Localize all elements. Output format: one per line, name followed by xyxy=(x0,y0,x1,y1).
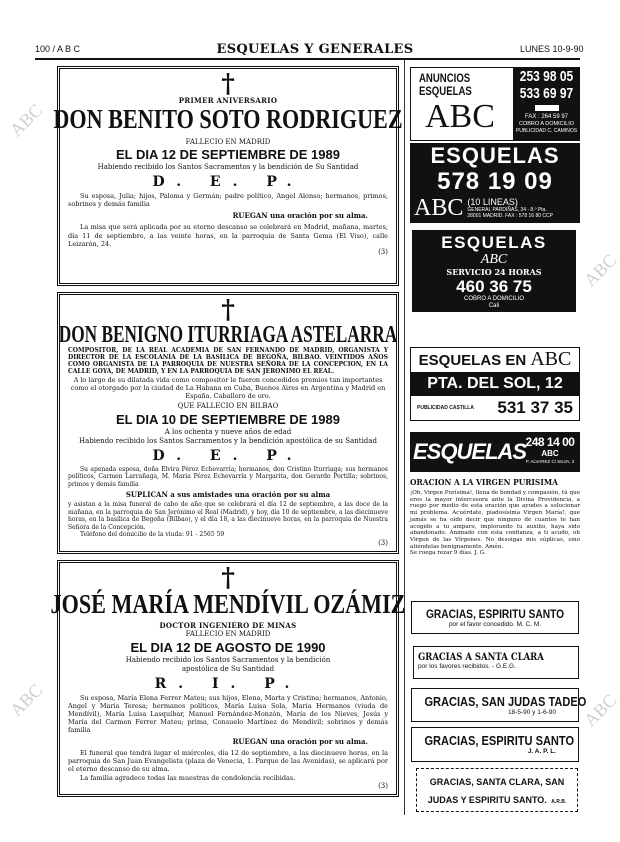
deceased-name: DON BENITO SOTO RODRIGUEZ xyxy=(53,104,403,134)
cross-icon: † xyxy=(221,562,235,593)
phone: 248 14 00 xyxy=(525,435,575,449)
ad-text: (10 LINEAS) xyxy=(467,197,518,207)
ad-text: GENERAL PARDIÑAS, 34 - 8.º Pta. xyxy=(467,207,547,213)
gracias-sub: por el favor concedido. M. C. M. xyxy=(448,621,542,628)
ad-text: PUBLICIDAD C. CAMINOS xyxy=(515,127,578,134)
thanks: La familia agradece todas las muestras de condolencia recibidas. xyxy=(80,773,296,782)
badge xyxy=(535,105,559,111)
bio: COMPOSITOR, DE LA REAL ACADEMIA DE SAN FERNANDO DE MADRID, ORGANISTA Y DIRECTOR DE LA ESCOLANIA DE LA BASILICA DE BEGOÑA, BILBAO. VEINTIDOS AÑOS COMO ORGANISTA DE LA PARROQUIA DE NUESTRA SEÑORA DE LA CONCEPCION, EN LA CALLE GOYA, DE MADRID, Y EN LA PARROQUIA DE SAN JERONIMO EL REAL. xyxy=(68,347,388,376)
ad-anuncios-esquelas xyxy=(410,67,580,141)
sacraments: Habiendo recibido los Santos Sacramentos y la bendición apostólica de su Santidad xyxy=(79,436,377,445)
ref: (3) xyxy=(378,538,388,547)
ad-esquelas-248 xyxy=(410,432,580,472)
phone: 253 98 05 xyxy=(519,68,574,85)
obituary-iturriaga xyxy=(57,292,399,554)
cross-icon: † xyxy=(221,69,235,99)
abc-logo: ABC xyxy=(541,449,559,458)
phone: 460 36 75 xyxy=(456,277,532,296)
section-title: ESQUELAS Y GENERALES xyxy=(216,42,414,57)
gracias-sub: por los favores recibidos. - G.E.G. xyxy=(418,663,516,670)
gracias-box xyxy=(411,688,587,722)
died-in: FALLECIO EN MADRID xyxy=(185,137,271,146)
watermark: ABC xyxy=(579,689,620,731)
family: Su apenada esposa, doña Elvira Pérez Echevarría; hermanos, don Cristino Iturriaga; sus hermanos políticos, Carmen Larrañaga, M. Maria Pérez Echevarría y Margarita, don Gerardo Portilla; sobrinos, primos y demás familia xyxy=(68,465,388,488)
gracias-box xyxy=(411,601,579,634)
ad-esquelas-sol xyxy=(410,347,580,421)
phone: 531 37 35 xyxy=(497,398,573,417)
oracion xyxy=(410,478,580,557)
ad-text: ANUNCIOS xyxy=(419,71,471,85)
died-in: FALLECIO EN MADRID xyxy=(185,630,271,639)
ad-text: P. ALVAREZ C/ SILVA, 2 xyxy=(525,459,575,464)
request: RUEGAN una oración por su alma. xyxy=(232,211,368,221)
mass-info: y asistan a la misa funeral de cabo de año que se celebrará el día 12 de septiembre, a las doce de la mañana, en la parroquia de San Jerónimo el Real (Madrid), y hoy, día 10 de septiembre, a las diecinueve horas, en la basílica de Begoña (Bilbao), y el día 18, a las diecinueve horas, en la parroquia de Nuestra Señora de la Concepción. xyxy=(68,501,388,531)
ad-text: ESQUELAS xyxy=(419,84,472,98)
rip: D. E. P. xyxy=(152,174,304,191)
gracias-box xyxy=(413,646,579,679)
career: A lo largo de su dilatada vida como compositor le fueron concedidos premios tan importantes como el otorgado por la ciudad de La Habana en Cuba, Buenos Aires en Argentina y Madrid en España. Caballero de oro. xyxy=(70,375,386,401)
obituary-soto xyxy=(53,66,403,286)
request: SUPLICAN a sus amistades una oración por su alma xyxy=(125,490,331,500)
ad-text: COBRO A DOMICILIO xyxy=(518,121,574,127)
abc-logo: ABC xyxy=(414,195,464,221)
rip: R. I. P. xyxy=(154,675,302,692)
gracias-box xyxy=(411,727,579,762)
gracias-box xyxy=(416,768,578,812)
rip: D. E. P. xyxy=(152,447,304,464)
column-rule xyxy=(404,60,405,815)
gracias-title: GRACIAS, SAN JUDAS TADEO xyxy=(424,694,587,709)
mass-info: El funeral que tendrá lugar el miércoles, día 12 de septiembre, a las diecinueve horas, en la parroquia de San Juan Evangelista (plaza de Venecia, 1. Parque de las Avenidas), se aplicará por el eterno descanso de su alma. xyxy=(68,749,388,774)
gracias-title: GRACIAS A SANTA CLARA xyxy=(418,652,544,663)
watermark: ABC xyxy=(579,249,620,291)
death-date: EL DIA 12 DE AGOSTO DE 1990 xyxy=(130,640,326,656)
ad-text: SERVICIO 24 HORAS xyxy=(446,267,542,277)
mass-info: La misa que será aplicada por su eterno descanso se celebrará en Madrid, mañana, martes, día 11 de septiembre, a las veinte horas, en la parroquia de Santa Gema (El Viso), calle Leizarán, 24. xyxy=(68,223,388,248)
address: Teléfono del domicilio de la viuda: 91 - 2565 59 xyxy=(80,531,225,539)
gracias-title: GRACIAS, SANTA CLARA, SAN JUDAS Y ESPIRITU SANTO. xyxy=(427,777,565,805)
gracias-title: GRACIAS, ESPIRITU SANTO xyxy=(424,733,575,748)
ad-title: ESQUELAS xyxy=(441,233,547,252)
oracion-sign: Se ruega rezar 9 días. J. G. xyxy=(410,550,486,557)
died-in: QUE FALLECIO EN BILBAO xyxy=(177,402,279,411)
gracias-sub: J. A. P. L. xyxy=(527,748,556,755)
phone: 533 69 97 xyxy=(519,85,574,102)
deceased-name: JOSÉ MARÍA MENDÍVIL OZÁMIZ xyxy=(50,588,406,619)
gracias-title: GRACIAS, ESPIRITU SANTO xyxy=(425,607,565,621)
ad-title: ESQUELAS xyxy=(430,143,560,168)
request: RUEGAN una oración por su alma. xyxy=(232,737,368,747)
ref: (3) xyxy=(378,781,388,790)
ad-esquelas-24h xyxy=(412,230,576,312)
watermark: ABC xyxy=(5,99,47,141)
ref: (3) xyxy=(378,247,388,256)
abc-logo: ABC xyxy=(425,98,495,135)
ad-text: COBRO A DOMICILIO xyxy=(463,296,524,302)
issue-date: LUNES 10-9-90 xyxy=(520,44,584,54)
address: PTA. DEL SOL, 12 xyxy=(411,372,579,396)
profession: DOCTOR INGENIERO DE MINAS xyxy=(159,621,297,631)
death-date: EL DIA 12 DE SEPTIEMBRE DE 1989 xyxy=(116,147,340,163)
subtitle: PRIMER ANIVERSARIO xyxy=(178,96,278,105)
obituaries-column xyxy=(50,66,406,797)
sacraments: Habiendo recibido los Santos Sacramentos y la bendición de Su Santidad xyxy=(97,163,359,172)
abc-logo: ABC xyxy=(480,252,508,267)
abc-logo: ABC xyxy=(530,348,572,370)
gracias-sub: 18-5-90 y 1-6-90 xyxy=(507,709,556,716)
sacraments: Habiendo recibido los Santos Sacramentos y la bendición apostólica de Su Santidad xyxy=(125,656,331,673)
age: A los ochenta y nueve años de edad xyxy=(164,428,292,437)
family: Su esposa, María Elena Ferrer Mateu; sus hijos, Elena, Marta y Cristina; hermanos, Antonio, Angel y María Teresa; hermanos políticos, María Luisa Sola, María Hermanos (viuda de Mendívil), María Luisa Lasquíbar, Manuel Fernández-Monzón, María de los Nieves, Jesús y María del Carmen Ferrer Mateu; prima, Consuelo Martínez de Mendívil; sobrinos y demás familia xyxy=(68,693,388,735)
obituary-mendivil xyxy=(50,560,406,797)
ad-text: Cali xyxy=(488,303,500,309)
header-rule xyxy=(35,58,580,60)
deceased-name: DON BENIGNO ITURRIAGA ASTELARRA xyxy=(58,322,398,348)
oracion-title: ORACION A LA VIRGEN PURISIMA xyxy=(410,478,558,488)
family: Su esposa, Julia; hijos, Paloma y Germán; padre político, Angel Alonso; hermanos, primos, sobrinos y demás familia xyxy=(68,192,388,209)
oracion-text: ¡Oh, Virgen Purísima!, llena de bondad y compasión, tú que eres la mayor intercesora ante la Divina Providencia, a ruego por medio de esta oración que ayudes a solucionar mi problema. Acuérdate, piadosísima Virgen María!, que jamás se ha oído decir que ninguno de cuantos te han acogido a tu amparo, implorando tu auxilio, haya sido abandonado. Animado con esta confianza, a ti acudo, oh Virgen de las Vírgenes. No desoigas mis súplicas, sino atiéndelas benignamente. Amén. xyxy=(410,490,580,550)
death-date: EL DIA 10 DE SEPTIEMBRE DE 1989 xyxy=(116,412,340,428)
cross-icon: † xyxy=(221,295,235,325)
ad-title: ESQUELAS EN xyxy=(418,352,527,369)
ad-title: ESQUELAS xyxy=(413,439,527,464)
phone: 578 19 09 xyxy=(437,168,553,195)
watermark: ABC xyxy=(5,679,47,721)
fax: FAX : 264 59 97 xyxy=(524,114,569,120)
ad-text: PUBLICIDAD CASTILLA xyxy=(417,405,474,411)
ad-text: 28001 MADRID. FAX : 578 16 80 CCP xyxy=(467,213,553,219)
page-number: 100 / A B C xyxy=(35,44,81,54)
gracias-sub: A.R.B. xyxy=(551,799,567,805)
ad-esquelas-578 xyxy=(410,143,580,223)
